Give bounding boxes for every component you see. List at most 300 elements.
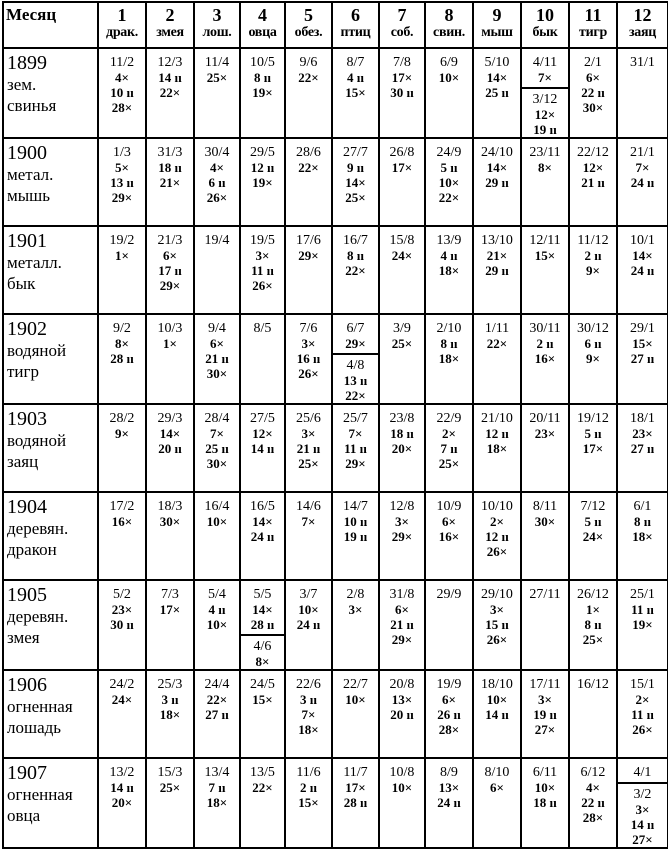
month-animal: змея [156, 25, 184, 40]
new-moon-date: 17/11 [529, 677, 561, 692]
day-mark: 17× [582, 441, 604, 456]
month-cell [240, 138, 285, 226]
day-mark: 6× [163, 248, 177, 263]
day-mark: 18× [206, 795, 228, 810]
day-mark: 21 ıı [205, 351, 229, 366]
new-moon-date: 27/11 [529, 587, 561, 602]
day-mark: 29× [298, 248, 319, 263]
month-number: 5 [304, 5, 313, 25]
month-cell [98, 226, 146, 314]
new-moon-date: 4/11 [532, 55, 558, 70]
day-mark: 22× [252, 780, 273, 795]
day-mark: 10 ıı [110, 85, 134, 100]
day-mark: 9× [586, 263, 600, 278]
year-animal: тигр [7, 362, 39, 381]
lunar-calendar-table [2, 1, 668, 849]
new-moon-date: 7/8 [393, 55, 411, 70]
new-moon-date: 14/7 [343, 499, 368, 514]
day-mark: 17× [159, 602, 181, 617]
day-mark: 10× [298, 602, 319, 617]
new-moon-date: 17/6 [296, 233, 321, 248]
day-mark: 19× [632, 617, 653, 632]
day-mark: 25× [582, 632, 604, 647]
new-moon-date: 10/5 [250, 55, 275, 70]
day-mark: 30 ıı [390, 85, 414, 100]
month-cell [425, 226, 473, 314]
day-mark: 26× [206, 190, 228, 205]
month-cell [379, 758, 425, 848]
month-cell [569, 580, 617, 670]
new-moon-date: 11/2 [109, 55, 135, 70]
month-cell [332, 580, 379, 670]
day-mark: 8 ıı [634, 514, 651, 529]
month-cell [194, 138, 240, 226]
new-moon-date: 5/10 [484, 55, 510, 70]
day-mark: 26 ıı [437, 707, 461, 722]
corner-header: Месяц [3, 2, 98, 48]
day-mark: 8 ıı [254, 70, 271, 85]
month-cell [146, 670, 194, 758]
year-header [3, 492, 98, 580]
day-mark: 28× [111, 100, 133, 115]
day-mark: 15× [534, 248, 556, 263]
year-year: 1901 [7, 230, 47, 252]
month-number: 6 [351, 5, 360, 25]
new-moon-date: 22/7 [343, 677, 368, 692]
day-mark: 26× [252, 278, 273, 293]
month-cell [425, 670, 473, 758]
year-year: 1904 [7, 496, 47, 518]
year-header [3, 314, 98, 404]
month-cell [285, 404, 332, 492]
month-cell [425, 758, 473, 848]
month-header-4 [240, 2, 285, 48]
month-cell [473, 670, 521, 758]
new-moon-date: 25/6 [296, 411, 321, 426]
day-mark: 14× [252, 602, 273, 617]
day-mark: 2× [490, 514, 504, 529]
day-mark: 7× [301, 707, 316, 722]
month-cell [240, 670, 285, 758]
new-moon-date: 13/2 [109, 765, 135, 780]
day-mark: 20× [391, 441, 413, 456]
day-mark: 22× [345, 263, 366, 278]
day-mark: 22 ıı [581, 85, 605, 100]
day-mark: 15× [632, 336, 653, 351]
day-mark: 29× [345, 456, 366, 471]
month-cell [332, 492, 379, 580]
day-mark: 14× [486, 70, 508, 85]
day-mark: 18× [632, 529, 653, 544]
new-moon-date: 7/6 [299, 321, 318, 336]
day-mark: 14 ıı [250, 441, 275, 456]
day-mark: 10× [438, 70, 460, 85]
day-mark: 14× [159, 426, 181, 441]
day-mark: 3× [255, 248, 270, 263]
day-mark: 18 ıı [158, 160, 182, 175]
day-mark: 21 ıı [390, 617, 414, 632]
new-moon-date: 20/11 [529, 411, 561, 426]
day-mark: 18 ıı [390, 426, 414, 441]
day-mark: 19 ıı [533, 707, 557, 722]
month-cell [569, 226, 617, 314]
year-element: водяной [7, 431, 67, 450]
day-mark: 13× [438, 780, 460, 795]
day-mark: 14 ıı [485, 707, 509, 722]
year-header [3, 48, 98, 138]
day-mark: 6× [442, 514, 456, 529]
new-moon-date: 5/5 [253, 587, 272, 602]
day-mark: 17× [391, 160, 413, 175]
new-moon-date: 13/4 [204, 765, 230, 780]
day-mark: 27× [632, 832, 653, 847]
new-moon-date: 29/3 [157, 411, 183, 426]
new-moon-date: 30/4 [204, 145, 230, 160]
month-cell [521, 226, 569, 314]
day-mark: 30× [206, 456, 228, 471]
new-moon-date: 27/7 [343, 145, 368, 160]
day-mark: 14× [345, 175, 366, 190]
day-mark: 12× [534, 107, 556, 122]
year-row-1904 [3, 492, 668, 580]
day-mark: 3× [490, 602, 504, 617]
year-animal: овца [7, 806, 41, 825]
month-animal: соб. [390, 25, 414, 40]
month-animal: обез. [294, 25, 323, 40]
day-mark: 7 ıı [208, 780, 226, 795]
day-mark: 21× [486, 248, 508, 263]
day-mark: 27× [534, 722, 556, 737]
month-cell [473, 404, 521, 492]
new-moon-date: 9/6 [299, 55, 318, 70]
month-cell [425, 314, 473, 404]
new-moon-date: 6/11 [532, 765, 558, 780]
day-mark: 24× [111, 692, 133, 707]
new-moon-date: 20/8 [389, 677, 415, 692]
new-moon-date: 21/1 [630, 145, 655, 160]
day-mark: 29× [345, 336, 366, 351]
month-number: 3 [212, 5, 222, 25]
day-mark: 21 ıı [581, 175, 605, 190]
year-row-1907 [3, 758, 668, 848]
new-moon-date: 10/8 [389, 765, 415, 780]
new-moon-date: 16/5 [250, 499, 275, 514]
day-mark: 17 ıı [158, 263, 182, 278]
day-mark: 5 ıı [440, 160, 458, 175]
day-mark: 25 ıı [205, 441, 229, 456]
table-body [3, 48, 668, 848]
day-mark: 25 ıı [485, 85, 509, 100]
new-moon-date: 14/6 [296, 499, 321, 514]
month-cell [194, 226, 240, 314]
new-moon-date: 7/12 [580, 499, 606, 514]
month-cell [521, 492, 569, 580]
month-cell [473, 314, 521, 404]
day-mark: 2 ıı [536, 336, 554, 351]
year-row-1903 [3, 404, 668, 492]
month-cell [521, 314, 569, 404]
month-cell [98, 138, 146, 226]
day-mark: 19 ıı [533, 122, 557, 137]
month-header-1 [98, 2, 146, 48]
new-moon-date: 18/10 [481, 677, 513, 692]
month-cell [569, 314, 617, 404]
month-cell [379, 138, 425, 226]
year-year: 1907 [7, 762, 47, 784]
year-year: 1899 [7, 52, 47, 74]
month-number: 12 [633, 5, 652, 25]
month-cell [285, 314, 332, 404]
day-mark: 29× [391, 529, 413, 544]
new-moon-date: 6/7 [346, 321, 365, 336]
day-mark: 14× [486, 160, 508, 175]
month-cell [240, 758, 285, 848]
month-header-5 [285, 2, 332, 48]
year-animal: мышь [7, 186, 51, 205]
day-mark: 7× [301, 514, 316, 529]
month-cell [569, 138, 617, 226]
month-cell [521, 48, 569, 138]
day-mark: 30× [534, 514, 556, 529]
new-moon-date: 19/9 [436, 677, 462, 692]
year-element: водяной [7, 341, 67, 360]
year-header [3, 580, 98, 670]
day-mark: 2× [442, 426, 456, 441]
day-mark: 13 ıı [110, 175, 134, 190]
day-mark: 25× [438, 456, 460, 471]
new-moon-date: 21/3 [157, 233, 183, 248]
new-moon-date: 8/11 [532, 499, 558, 514]
day-mark: 3 ıı [300, 692, 317, 707]
new-moon-date: 26/8 [389, 145, 415, 160]
month-cell [521, 404, 569, 492]
day-mark: 7× [635, 160, 650, 175]
new-moon-date: 23/8 [389, 411, 415, 426]
month-animal: заяц [628, 25, 657, 40]
year-year: 1905 [7, 584, 47, 606]
day-mark: 26× [298, 366, 319, 381]
day-mark: 7× [538, 70, 552, 85]
month-number: 7 [397, 5, 407, 25]
day-mark: 12 ıı [485, 529, 509, 544]
month-animal: лош. [202, 25, 232, 40]
year-animal: свинья [7, 96, 57, 115]
new-moon-date: 19/4 [204, 233, 230, 248]
new-moon-date: 13/10 [481, 233, 513, 248]
month-cell [98, 314, 146, 404]
new-moon-date: 16/4 [204, 499, 230, 514]
new-moon-date: 8/5 [253, 321, 272, 336]
month-cell [425, 138, 473, 226]
day-mark: 3× [635, 802, 650, 817]
day-mark: 27 ıı [205, 707, 229, 722]
month-header-12 [617, 2, 668, 48]
day-mark: 3 ıı [161, 692, 179, 707]
day-mark: 21× [159, 175, 181, 190]
month-cell [194, 404, 240, 492]
new-moon-date: 3/2 [633, 787, 652, 802]
new-moon-date: 30/12 [577, 321, 609, 336]
day-mark: 19× [252, 175, 273, 190]
month-animal: мыш [481, 25, 513, 40]
new-moon-date: 29/1 [630, 321, 655, 336]
day-mark: 5× [115, 160, 129, 175]
day-mark: 13× [391, 692, 413, 707]
day-mark: 24 ıı [437, 795, 461, 810]
year-animal: заяц [7, 452, 39, 471]
day-mark: 22 ıı [581, 795, 605, 810]
day-mark: 21 ıı [296, 441, 321, 456]
day-mark: 5 ıı [584, 514, 602, 529]
year-element: огненная [7, 697, 73, 716]
month-cell [240, 492, 285, 580]
new-moon-date: 24/4 [204, 677, 230, 692]
day-mark: 28× [582, 810, 604, 825]
day-mark: 14 ıı [158, 70, 182, 85]
day-mark: 6× [395, 602, 409, 617]
month-header-7 [379, 2, 425, 48]
new-moon-date: 8/10 [484, 765, 510, 780]
year-animal: бык [7, 274, 36, 293]
day-mark: 16× [534, 351, 556, 366]
month-cell [617, 314, 668, 404]
month-cell [332, 314, 379, 404]
month-header-2 [146, 2, 194, 48]
day-mark: 26× [486, 544, 508, 559]
month-cell [240, 314, 285, 404]
new-moon-date: 6/1 [633, 499, 652, 514]
month-number: 8 [444, 5, 454, 25]
month-cell [617, 492, 668, 580]
new-moon-date: 19/5 [250, 233, 275, 248]
month-cell [285, 226, 332, 314]
new-moon-date: 1/3 [113, 145, 131, 160]
new-moon-date: 16/7 [343, 233, 368, 248]
new-moon-date: 13/5 [250, 765, 275, 780]
month-cell [146, 758, 194, 848]
month-cell [521, 670, 569, 758]
month-cell [98, 492, 146, 580]
month-cell [240, 580, 285, 670]
month-cell [332, 670, 379, 758]
month-number: 10 [536, 5, 554, 25]
new-moon-date: 11/12 [577, 233, 609, 248]
month-cell [285, 580, 332, 670]
day-mark: 22× [298, 160, 319, 175]
month-cell [521, 758, 569, 848]
month-cell [569, 48, 617, 138]
month-cell [240, 226, 285, 314]
day-mark: 3× [301, 426, 316, 441]
day-mark: 25× [206, 70, 228, 85]
new-moon-date: 30/11 [529, 321, 561, 336]
month-header-6 [332, 2, 379, 48]
new-moon-date: 10/1 [630, 233, 655, 248]
new-moon-date: 22/9 [436, 411, 462, 426]
month-cell [240, 404, 285, 492]
new-moon-date: 23/11 [529, 145, 561, 160]
day-mark: 25× [298, 456, 319, 471]
day-mark: 15 ıı [485, 617, 509, 632]
new-moon-date: 11/6 [296, 765, 321, 780]
day-mark: 8× [538, 160, 552, 175]
year-year: 1906 [7, 674, 47, 696]
month-cell [98, 580, 146, 670]
day-mark: 14× [632, 248, 653, 263]
month-cell [617, 580, 668, 670]
year-row-1900 [3, 138, 668, 226]
new-moon-date: 13/9 [436, 233, 462, 248]
year-animal: дракон [7, 540, 57, 559]
day-mark: 24× [391, 248, 413, 263]
year-element: деревян. [7, 607, 69, 626]
month-animal: свин. [433, 25, 465, 40]
year-row-1905 [3, 580, 668, 670]
day-mark: 26× [486, 632, 508, 647]
month-cell [521, 138, 569, 226]
day-mark: 22× [486, 336, 508, 351]
month-cell [146, 314, 194, 404]
new-moon-date: 31/1 [630, 55, 655, 70]
new-moon-date: 10/3 [157, 321, 183, 336]
day-mark: 29 ıı [485, 175, 509, 190]
month-cell [98, 758, 146, 848]
day-mark: 18× [159, 707, 181, 722]
month-number: 2 [165, 5, 175, 25]
day-mark: 22× [345, 388, 366, 403]
new-moon-date: 31/3 [157, 145, 183, 160]
day-mark: 19 ıı [343, 529, 368, 544]
day-mark: 24 ıı [296, 617, 321, 632]
new-moon-date: 9/2 [113, 321, 131, 336]
new-moon-date: 8/9 [440, 765, 458, 780]
day-mark: 4 ıı [347, 70, 364, 85]
month-cell [285, 138, 332, 226]
day-mark: 23× [534, 426, 556, 441]
day-mark: 7× [210, 426, 224, 441]
month-animal: птиц [340, 25, 371, 40]
month-cell [240, 48, 285, 138]
day-mark: 6× [442, 692, 456, 707]
day-mark: 6 ıı [584, 336, 602, 351]
day-mark: 22× [438, 190, 460, 205]
day-mark: 23× [632, 426, 653, 441]
year-row-1901 [3, 226, 668, 314]
new-moon-date: 2/1 [584, 55, 602, 70]
new-moon-date: 8/7 [346, 55, 365, 70]
new-moon-date: 24/9 [436, 145, 462, 160]
day-mark: 12× [582, 160, 604, 175]
new-moon-date: 18/1 [630, 411, 655, 426]
header-row [3, 2, 668, 48]
month-cell [617, 404, 668, 492]
day-mark: 4× [586, 780, 600, 795]
day-mark: 12 ıı [485, 426, 509, 441]
new-moon-date: 2/10 [436, 321, 462, 336]
month-number: 11 [584, 5, 602, 25]
new-moon-date: 31/8 [389, 587, 415, 602]
day-mark: 28 ıı [343, 795, 368, 810]
new-moon-date: 5/4 [208, 587, 226, 602]
month-animal: овца [248, 25, 277, 40]
day-mark: 25× [391, 336, 413, 351]
month-cell [425, 48, 473, 138]
day-mark: 4 ıı [208, 602, 226, 617]
day-mark: 1× [586, 602, 600, 617]
year-header [3, 758, 98, 848]
day-mark: 18× [438, 351, 460, 366]
day-mark: 30× [206, 366, 228, 381]
